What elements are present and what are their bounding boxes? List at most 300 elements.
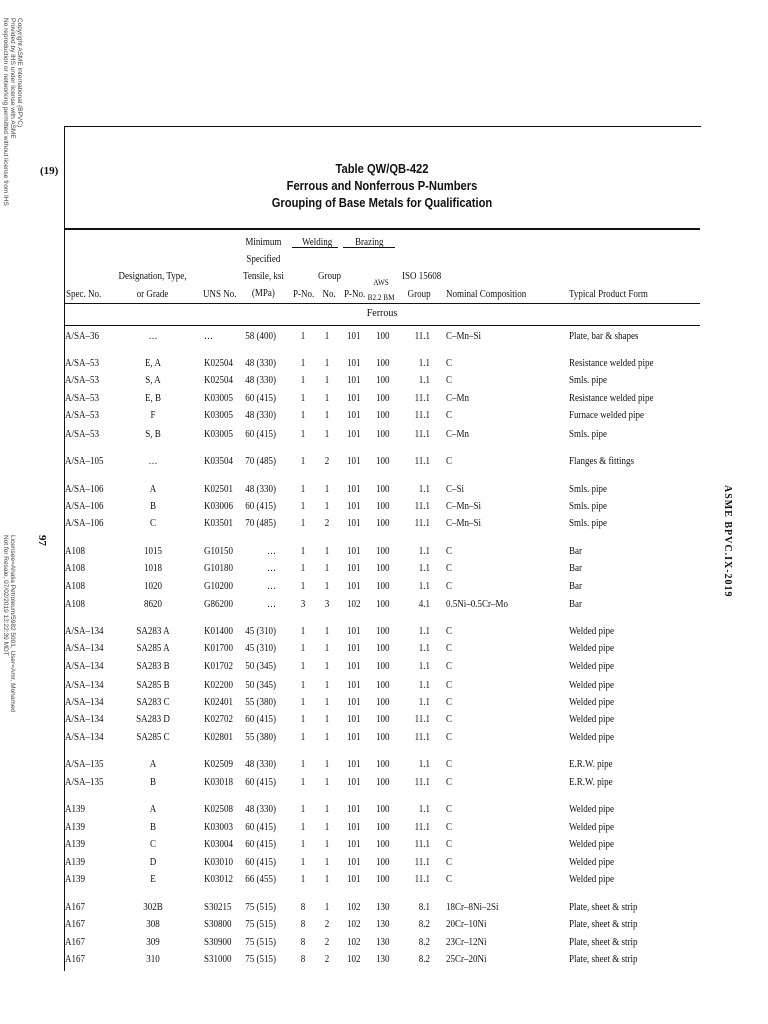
cell-product-form: Furnace welded pipe <box>569 410 644 421</box>
cell-aws: 100 <box>376 626 390 637</box>
cell-tensile: 75 (515) <box>245 902 276 913</box>
cell-composition: C–Si <box>446 484 465 495</box>
cell-spec: A/SA–53 <box>65 429 100 440</box>
cell-designation: D <box>149 857 157 868</box>
cell-spec: A167 <box>65 954 86 965</box>
cell-designation: SA283 B <box>136 661 170 672</box>
cell-brazing-pno: 101 <box>347 456 361 467</box>
table-row <box>0 642 768 659</box>
cell-iso: 11.1 <box>414 518 430 529</box>
cell-brazing-pno: 102 <box>347 954 361 965</box>
cell-product-form: E.R.W. pipe <box>569 759 613 770</box>
cell-product-form: Smls. pipe <box>569 375 608 386</box>
cell-designation: 1018 <box>144 563 162 574</box>
table-row <box>0 901 768 918</box>
cell-designation: A <box>149 759 157 770</box>
cell-uns: K03012 <box>204 874 234 885</box>
cell-iso: 4.1 <box>418 599 430 610</box>
cell-group-no: 1 <box>324 680 330 691</box>
header-group-no <box>318 270 341 301</box>
cell-tensile: 75 (515) <box>245 954 276 965</box>
cell-spec: A/SA–134 <box>65 626 104 637</box>
cell-aws: 100 <box>376 732 390 743</box>
cell-iso: 11.1 <box>414 331 430 342</box>
cell-tensile: 75 (515) <box>245 919 276 930</box>
cell-composition: C <box>446 546 453 557</box>
header-line: Group <box>407 289 431 300</box>
cell-tensile: 60 (415) <box>245 393 276 404</box>
cell-group-no: 1 <box>324 902 330 913</box>
cell-tensile: 50 (345) <box>245 661 276 672</box>
cell-composition: C <box>446 661 453 672</box>
cell-welding-pno: 1 <box>300 429 306 440</box>
cell-iso: 1.1 <box>418 375 430 386</box>
cell-brazing-pno: 102 <box>347 919 361 930</box>
cell-composition: C <box>446 804 453 815</box>
cell-group-no: 2 <box>324 954 330 965</box>
cell-composition: C <box>446 358 453 369</box>
cell-brazing-pno: 101 <box>347 410 361 421</box>
cell-composition: 25Cr–20Ni <box>446 954 487 965</box>
cell-spec: A/SA–134 <box>65 732 104 743</box>
cell-spec: A167 <box>65 902 86 913</box>
table-row <box>0 483 768 500</box>
cell-welding-pno: 1 <box>300 358 306 369</box>
cell-spec: A108 <box>65 599 86 610</box>
table-title-block <box>64 160 700 211</box>
table-row <box>0 392 768 409</box>
cell-welding-pno: 3 <box>300 599 306 610</box>
cell-product-form: Plate, sheet & strip <box>569 919 638 930</box>
cell-spec: A108 <box>65 546 86 557</box>
cell-aws: 100 <box>376 777 390 788</box>
cell-iso: 11.1 <box>414 857 430 868</box>
cell-tensile: 60 (415) <box>245 839 276 850</box>
cell-uns: G10150 <box>204 546 234 557</box>
cell-uns: K01700 <box>204 643 234 654</box>
cell-tensile: 70 (485) <box>245 456 276 467</box>
cell-uns: K03005 <box>204 429 234 440</box>
cell-designation: 310 <box>146 954 160 965</box>
cell-aws: 100 <box>376 697 390 708</box>
cell-group-no: 1 <box>324 839 330 850</box>
cell-welding-pno: 1 <box>300 484 306 495</box>
cell-spec: A/SA–106 <box>65 484 104 495</box>
cell-group-no: 1 <box>324 643 330 654</box>
cell-product-form: Bar <box>569 546 583 557</box>
cell-welding-pno: 8 <box>300 919 306 930</box>
cell-group-no: 1 <box>324 393 330 404</box>
header-line: Minimum <box>245 237 282 248</box>
header-line: AWS <box>373 278 389 287</box>
cell-brazing-pno: 101 <box>347 375 361 386</box>
cell-tensile: 58 (400) <box>245 331 276 342</box>
header-brazing: Brazing <box>355 237 384 248</box>
cell-product-form: Welded pipe <box>569 874 615 885</box>
cell-composition: C <box>446 410 453 421</box>
cell-spec: A/SA–53 <box>65 393 100 404</box>
cell-spec: A/SA–36 <box>65 331 100 342</box>
cell-uns: S30800 <box>204 919 232 930</box>
cell-tensile: … <box>267 546 276 557</box>
cell-group-no: 1 <box>324 563 330 574</box>
table-row <box>0 873 768 890</box>
cell-aws: 100 <box>376 581 390 592</box>
cell-uns: K03003 <box>204 822 234 833</box>
cell-spec: A139 <box>65 857 86 868</box>
cell-spec: A/SA–53 <box>65 410 100 421</box>
cell-product-form: Welded pipe <box>569 626 615 637</box>
cell-group-no: 1 <box>324 358 330 369</box>
cell-welding-pno: 1 <box>300 804 306 815</box>
cell-uns: K02501 <box>204 484 234 495</box>
cell-iso: 11.1 <box>414 393 430 404</box>
cell-welding-pno: 1 <box>300 546 306 557</box>
cell-brazing-pno: 101 <box>347 626 361 637</box>
cell-uns: K02200 <box>204 680 234 691</box>
cell-group-no: 1 <box>324 697 330 708</box>
cell-welding-pno: 1 <box>300 732 306 743</box>
cell-spec: A167 <box>65 937 86 948</box>
cell-welding-pno: 1 <box>300 393 306 404</box>
cell-composition: C <box>446 839 453 850</box>
cell-group-no: 1 <box>324 501 330 512</box>
header-aws <box>364 276 398 304</box>
cell-brazing-pno: 101 <box>347 581 361 592</box>
table-row <box>0 918 768 935</box>
cell-iso: 11.1 <box>414 456 430 467</box>
cell-spec: A/SA–135 <box>65 777 104 788</box>
cell-aws: 100 <box>376 759 390 770</box>
cell-uns: S30215 <box>204 902 232 913</box>
cell-product-form: Welded pipe <box>569 714 615 725</box>
cell-composition: C <box>446 643 453 654</box>
table-row <box>0 455 768 472</box>
cell-group-no: 2 <box>324 937 330 948</box>
cell-brazing-pno: 102 <box>347 599 361 610</box>
section-rule <box>64 325 700 326</box>
cell-brazing-pno: 101 <box>347 822 361 833</box>
cell-spec: A139 <box>65 822 86 833</box>
table-row <box>0 545 768 562</box>
cell-uns: K02508 <box>204 804 234 815</box>
cell-aws: 100 <box>376 484 390 495</box>
cell-composition: C <box>446 626 453 637</box>
cell-designation: A <box>149 484 157 495</box>
cell-spec: A108 <box>65 563 86 574</box>
cell-product-form: E.R.W. pipe <box>569 777 613 788</box>
cell-brazing-pno: 101 <box>347 697 361 708</box>
cell-iso: 11.1 <box>414 874 430 885</box>
cell-tensile: 60 (415) <box>245 501 276 512</box>
table-row <box>0 821 768 838</box>
cell-uns: K03504 <box>204 456 234 467</box>
cell-brazing-pno: 101 <box>347 484 361 495</box>
table-row <box>0 679 768 696</box>
cell-designation: F <box>150 410 156 421</box>
header-iso <box>402 270 442 301</box>
table-row <box>0 936 768 953</box>
cell-product-form: Welded pipe <box>569 804 615 815</box>
cell-aws: 130 <box>376 919 390 930</box>
header-line: B2.2 BM <box>367 293 395 302</box>
cell-group-no: 1 <box>324 804 330 815</box>
table-row <box>0 598 768 615</box>
cell-tensile: 45 (310) <box>245 643 276 654</box>
cell-spec: A/SA–105 <box>65 456 104 467</box>
cell-tensile: 60 (415) <box>245 822 276 833</box>
cell-welding-pno: 1 <box>300 563 306 574</box>
cell-brazing-pno: 102 <box>347 902 361 913</box>
cell-designation: SA283 D <box>136 714 170 725</box>
cell-iso: 11.1 <box>414 822 430 833</box>
cell-uns: K02504 <box>204 358 234 369</box>
cell-tensile: 48 (330) <box>245 358 276 369</box>
copyright-notice <box>2 18 23 206</box>
cell-uns: K03018 <box>204 777 234 788</box>
cell-aws: 100 <box>376 429 390 440</box>
cell-product-form: Bar <box>569 581 583 592</box>
header-line: Tensile, ksi <box>242 271 284 282</box>
cell-spec: A/SA–106 <box>65 518 104 529</box>
cell-spec: A/SA–135 <box>65 759 104 770</box>
cell-group-no: 1 <box>324 331 330 342</box>
cell-tensile: … <box>267 581 276 592</box>
cell-aws: 100 <box>376 661 390 672</box>
cell-welding-pno: 8 <box>300 902 306 913</box>
cell-composition: 23Cr–12Ni <box>446 937 487 948</box>
cell-brazing-pno: 101 <box>347 518 361 529</box>
cell-tensile: 48 (330) <box>245 759 276 770</box>
cell-iso: 11.1 <box>414 839 430 850</box>
table-row <box>0 776 768 793</box>
cell-brazing-pno: 101 <box>347 777 361 788</box>
cell-product-form: Welded pipe <box>569 697 615 708</box>
table-row <box>0 856 768 873</box>
running-title: ASME BPVC.IX-2019 <box>722 485 733 598</box>
cell-brazing-pno: 101 <box>347 804 361 815</box>
cell-uns: K03005 <box>204 393 234 404</box>
cell-uns: K03006 <box>204 501 234 512</box>
cell-spec: A/SA–134 <box>65 680 104 691</box>
cell-iso: 1.1 <box>418 358 430 369</box>
cell-designation: … <box>148 331 158 342</box>
cell-brazing-pno: 101 <box>347 429 361 440</box>
cell-aws: 100 <box>376 393 390 404</box>
cell-product-form: Bar <box>569 563 583 574</box>
header-designation <box>112 270 193 301</box>
cell-composition: C <box>446 680 453 691</box>
copyright-line: No reproduction or networking permitted without license from IHS <box>2 18 9 206</box>
cell-designation: … <box>148 456 158 467</box>
table-title: Table QW/QB-422 <box>335 161 429 176</box>
cell-welding-pno: 1 <box>300 714 306 725</box>
cell-brazing-pno: 101 <box>347 857 361 868</box>
cell-aws: 100 <box>376 501 390 512</box>
cell-group-no: 1 <box>324 410 330 421</box>
cell-welding-pno: 1 <box>300 874 306 885</box>
cell-welding-pno: 1 <box>300 456 306 467</box>
header-spec-no: Spec. No. <box>66 289 102 300</box>
cell-spec: A/SA–134 <box>65 661 104 672</box>
cell-designation: SA285 B <box>136 680 170 691</box>
table-row <box>0 713 768 730</box>
cell-product-form: Smls. pipe <box>569 429 608 440</box>
cell-brazing-pno: 101 <box>347 759 361 770</box>
header-line: or Grade <box>136 289 169 300</box>
cell-product-form: Resistance welded pipe <box>569 393 654 404</box>
cell-designation: A <box>149 804 157 815</box>
cell-tensile: 60 (415) <box>245 857 276 868</box>
cell-aws: 100 <box>376 874 390 885</box>
cell-group-no: 3 <box>324 599 330 610</box>
copyright-line: Copyright ASME International (BPVC) <box>16 18 23 128</box>
header-top-rule <box>64 228 700 230</box>
cell-iso: 1.1 <box>418 546 430 557</box>
cell-composition: 0.5Ni–0.5Cr–Mo <box>446 599 509 610</box>
cell-tensile: 55 (380) <box>245 697 276 708</box>
cell-uns: G10200 <box>204 581 234 592</box>
cell-group-no: 1 <box>324 714 330 725</box>
cell-tensile: 48 (330) <box>245 804 276 815</box>
cell-brazing-pno: 101 <box>347 501 361 512</box>
cell-spec: A139 <box>65 804 86 815</box>
header-line: Specified <box>246 254 281 265</box>
cell-group-no: 1 <box>324 581 330 592</box>
cell-aws: 100 <box>376 599 390 610</box>
header-line: No. <box>322 289 336 300</box>
header-product-form: Typical Product Form <box>569 289 648 300</box>
cell-brazing-pno: 101 <box>347 546 361 557</box>
cell-composition: 18Cr–8Ni–2Si <box>446 902 499 913</box>
cell-composition: C <box>446 759 453 770</box>
cell-tensile: 66 (455) <box>245 874 276 885</box>
cell-designation: C <box>149 839 156 850</box>
cell-iso: 11.1 <box>414 501 430 512</box>
cell-uns: K01400 <box>204 626 234 637</box>
cell-designation: S, B <box>145 429 161 440</box>
cell-aws: 100 <box>376 331 390 342</box>
cell-tensile: 55 (380) <box>245 732 276 743</box>
cell-spec: A108 <box>65 581 86 592</box>
cell-welding-pno: 1 <box>300 375 306 386</box>
cell-uns: G86200 <box>204 599 234 610</box>
cell-iso: 1.1 <box>418 484 430 495</box>
cell-group-no: 1 <box>324 759 330 770</box>
cell-group-no: 2 <box>324 456 330 467</box>
cell-spec: A/SA–134 <box>65 643 104 654</box>
cell-composition: C–Mn–Si <box>446 501 482 512</box>
cell-uns: K02401 <box>204 697 234 708</box>
cell-aws: 100 <box>376 518 390 529</box>
cell-spec: A/SA–134 <box>65 714 104 725</box>
cell-composition: C <box>446 777 453 788</box>
cell-group-no: 1 <box>324 484 330 495</box>
cell-welding-pno: 1 <box>300 680 306 691</box>
cell-group-no: 1 <box>324 661 330 672</box>
table-subtitle: Grouping of Base Metals for Qualification <box>271 195 493 210</box>
cell-group-no: 1 <box>324 777 330 788</box>
table-row <box>0 953 768 970</box>
cell-uns: G10180 <box>204 563 234 574</box>
table-row <box>0 562 768 579</box>
cell-aws: 100 <box>376 857 390 868</box>
cell-tensile: 50 (345) <box>245 680 276 691</box>
header-line: ISO 15608 <box>402 271 442 282</box>
cell-uns: … <box>204 331 213 342</box>
cell-composition: C <box>446 857 453 868</box>
cell-welding-pno: 1 <box>300 518 306 529</box>
cell-designation: 8620 <box>144 599 162 610</box>
cell-group-no: 1 <box>324 874 330 885</box>
table-row <box>0 500 768 517</box>
cell-aws: 100 <box>376 456 390 467</box>
cell-iso: 11.1 <box>414 777 430 788</box>
cell-aws: 100 <box>376 643 390 654</box>
cell-designation: SA283 C <box>136 697 170 708</box>
header-uns-no: UNS No. <box>203 289 237 300</box>
cell-tensile: 60 (415) <box>245 429 276 440</box>
cell-designation: C <box>149 518 156 529</box>
cell-iso: 8.2 <box>418 954 430 965</box>
cell-uns: K03501 <box>204 518 234 529</box>
cell-designation: E, A <box>144 358 162 369</box>
cell-product-form: Smls. pipe <box>569 484 608 495</box>
cell-composition: C <box>446 732 453 743</box>
cell-aws: 130 <box>376 937 390 948</box>
header-composition: Nominal Composition <box>446 289 527 300</box>
header-tensile <box>240 236 287 300</box>
cell-brazing-pno: 101 <box>347 393 361 404</box>
cell-uns: K02801 <box>204 732 234 743</box>
cell-product-form: Smls. pipe <box>569 518 608 529</box>
cell-product-form: Plate, sheet & strip <box>569 954 638 965</box>
header-brazing-pno: P-No. <box>344 289 366 300</box>
cell-iso: 1.1 <box>418 697 430 708</box>
cell-product-form: Bar <box>569 599 583 610</box>
header-line: (MPa) <box>251 288 275 299</box>
cell-aws: 100 <box>376 358 390 369</box>
cell-uns: S31000 <box>204 954 232 965</box>
cell-designation: SA285 A <box>136 643 170 654</box>
cell-composition: C <box>446 375 453 386</box>
cell-product-form: Plate, bar & shapes <box>569 331 639 342</box>
cell-spec: A139 <box>65 839 86 850</box>
cell-composition: C <box>446 563 453 574</box>
cell-iso: 8.2 <box>418 919 430 930</box>
cell-iso: 11.1 <box>414 732 430 743</box>
cell-spec: A139 <box>65 874 86 885</box>
page-number: 97 <box>36 535 48 546</box>
cell-spec: A/SA–134 <box>65 697 104 708</box>
cell-uns: K03004 <box>204 839 234 850</box>
cell-composition: C–Mn–Si <box>446 331 482 342</box>
header-line: Group <box>318 271 342 282</box>
cell-product-form: Plate, sheet & strip <box>569 902 638 913</box>
cell-tensile: … <box>267 563 276 574</box>
cell-welding-pno: 1 <box>300 661 306 672</box>
cell-brazing-pno: 101 <box>347 732 361 743</box>
cell-product-form: Welded pipe <box>569 661 615 672</box>
cell-welding-pno: 8 <box>300 937 306 948</box>
cell-product-form: Welded pipe <box>569 839 615 850</box>
cell-aws: 100 <box>376 804 390 815</box>
cell-group-no: 1 <box>324 822 330 833</box>
cell-uns: S30900 <box>204 937 232 948</box>
cell-composition: C–Mn–Si <box>446 518 482 529</box>
cell-product-form: Smls. pipe <box>569 501 608 512</box>
cell-group-no: 1 <box>324 857 330 868</box>
